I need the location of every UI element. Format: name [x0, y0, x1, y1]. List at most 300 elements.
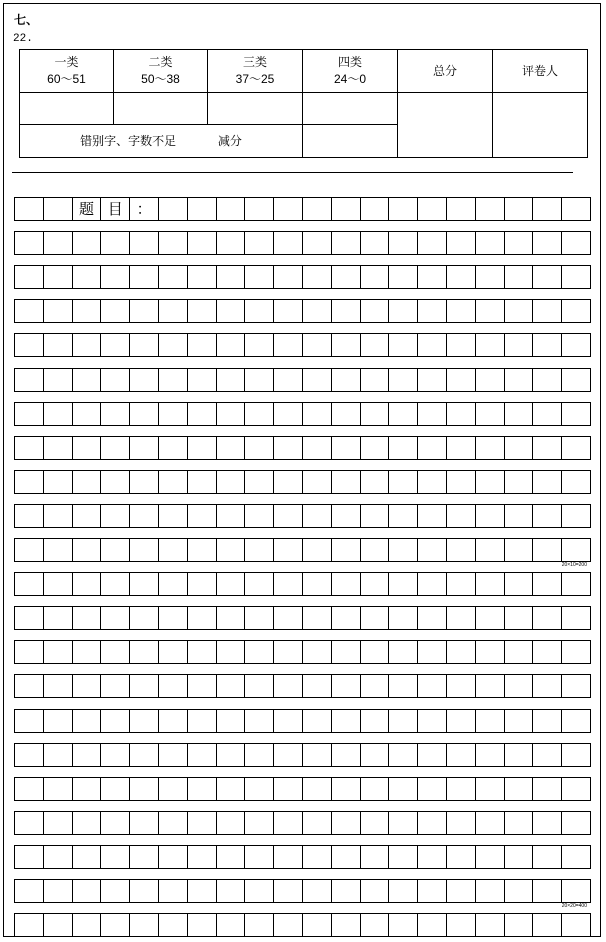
grid-cell[interactable]	[303, 471, 332, 493]
grid-cell[interactable]	[476, 369, 505, 391]
grid-cell[interactable]	[418, 675, 447, 697]
grid-cell[interactable]	[361, 778, 390, 800]
grid-cell[interactable]	[245, 675, 274, 697]
grid-cell[interactable]	[562, 812, 590, 834]
grid-cell[interactable]	[303, 300, 332, 322]
grid-cell[interactable]	[101, 812, 130, 834]
grid-cell[interactable]	[73, 369, 102, 391]
grid-cell[interactable]	[332, 607, 361, 629]
grid-cell[interactable]	[418, 300, 447, 322]
grid-cell[interactable]	[447, 778, 476, 800]
grid-cell[interactable]	[562, 437, 590, 459]
grid-cell[interactable]	[130, 880, 159, 902]
grid-cell[interactable]	[505, 334, 534, 356]
grid-cell[interactable]	[101, 710, 130, 732]
grid-cell[interactable]	[73, 471, 102, 493]
grid-cell[interactable]	[245, 812, 274, 834]
grid-cell[interactable]	[562, 505, 590, 527]
grid-cell[interactable]	[73, 675, 102, 697]
grid-cell[interactable]	[245, 505, 274, 527]
grid-cell[interactable]	[44, 778, 73, 800]
grid-cell[interactable]	[562, 334, 590, 356]
grid-cell[interactable]	[15, 880, 44, 902]
grid-cell[interactable]	[130, 539, 159, 561]
grid-cell[interactable]	[361, 266, 390, 288]
grid-cell[interactable]	[274, 573, 303, 595]
grid-cell[interactable]	[361, 403, 390, 425]
grid-cell[interactable]	[101, 641, 130, 663]
grid-cell[interactable]	[389, 573, 418, 595]
deduction-score-cell[interactable]	[303, 125, 398, 158]
grid-cell[interactable]	[332, 266, 361, 288]
grid-cell[interactable]	[73, 607, 102, 629]
grid-cell[interactable]	[245, 437, 274, 459]
grid-cell[interactable]	[101, 846, 130, 868]
grid-cell[interactable]	[245, 641, 274, 663]
grid-cell[interactable]	[361, 607, 390, 629]
grid-cell[interactable]	[73, 505, 102, 527]
grid-cell[interactable]	[476, 300, 505, 322]
grid-cell[interactable]	[562, 744, 590, 766]
grid-cell[interactable]	[159, 710, 188, 732]
grid-cell[interactable]	[217, 573, 246, 595]
grid-cell[interactable]	[533, 198, 562, 220]
grid-cell[interactable]	[274, 914, 303, 936]
grid-cell[interactable]	[159, 812, 188, 834]
grid-cell[interactable]	[73, 744, 102, 766]
grid-cell[interactable]	[303, 437, 332, 459]
grid-cell[interactable]	[389, 812, 418, 834]
grid-cell[interactable]	[562, 914, 590, 936]
grid-cell[interactable]	[562, 300, 590, 322]
grid-cell[interactable]	[130, 846, 159, 868]
grid-cell[interactable]	[44, 880, 73, 902]
category-3-score-cell[interactable]	[208, 93, 303, 125]
grid-cell[interactable]	[44, 198, 73, 220]
grid-cell[interactable]	[418, 505, 447, 527]
grid-cell[interactable]	[476, 710, 505, 732]
grid-cell[interactable]	[505, 846, 534, 868]
grid-cell[interactable]	[505, 778, 534, 800]
grid-cell[interactable]	[505, 812, 534, 834]
grid-cell[interactable]	[533, 266, 562, 288]
grid-cell[interactable]	[389, 471, 418, 493]
grid-cell[interactable]	[562, 880, 590, 902]
grid-cell[interactable]	[389, 880, 418, 902]
grid-cell[interactable]	[418, 573, 447, 595]
grid-cell[interactable]	[303, 573, 332, 595]
grid-cell[interactable]	[562, 539, 590, 561]
grid-cell[interactable]	[447, 266, 476, 288]
grid-cell[interactable]	[130, 641, 159, 663]
grid-cell[interactable]	[130, 744, 159, 766]
grid-cell[interactable]	[418, 812, 447, 834]
grid-cell[interactable]	[476, 744, 505, 766]
grid-cell[interactable]	[505, 505, 534, 527]
grid-cell[interactable]	[159, 505, 188, 527]
grid-cell[interactable]	[217, 334, 246, 356]
grid-cell[interactable]	[188, 573, 217, 595]
grid-cell[interactable]	[159, 675, 188, 697]
grid-cell[interactable]	[44, 914, 73, 936]
grid-cell[interactable]	[188, 914, 217, 936]
grid-cell[interactable]	[418, 744, 447, 766]
grid-cell[interactable]	[188, 539, 217, 561]
grid-cell[interactable]	[361, 334, 390, 356]
grid-cell[interactable]	[332, 369, 361, 391]
grid-cell[interactable]	[188, 675, 217, 697]
grid-cell[interactable]	[188, 266, 217, 288]
grid-cell[interactable]	[101, 266, 130, 288]
grid-cell[interactable]	[447, 437, 476, 459]
grid-cell[interactable]	[476, 539, 505, 561]
grid-cell[interactable]	[217, 505, 246, 527]
grid-cell[interactable]	[389, 607, 418, 629]
grid-cell[interactable]	[332, 232, 361, 254]
grid-cell[interactable]	[562, 641, 590, 663]
grid-cell[interactable]	[303, 710, 332, 732]
grid-cell[interactable]	[447, 846, 476, 868]
grid-cell[interactable]	[217, 675, 246, 697]
grid-cell[interactable]	[15, 539, 44, 561]
grid-cell[interactable]	[505, 641, 534, 663]
grid-cell[interactable]	[476, 471, 505, 493]
grid-cell[interactable]	[217, 710, 246, 732]
grid-cell[interactable]	[476, 812, 505, 834]
grid-cell[interactable]	[130, 369, 159, 391]
grid-cell[interactable]	[274, 539, 303, 561]
grid-cell[interactable]	[245, 880, 274, 902]
grid-cell[interactable]	[274, 300, 303, 322]
grid-cell[interactable]	[130, 300, 159, 322]
grid-cell[interactable]	[44, 846, 73, 868]
grid-cell[interactable]	[476, 641, 505, 663]
grid-cell[interactable]	[159, 334, 188, 356]
grid-cell[interactable]	[562, 573, 590, 595]
grid-cell[interactable]	[332, 675, 361, 697]
grid-cell[interactable]	[533, 880, 562, 902]
grid-cell[interactable]	[274, 812, 303, 834]
grid-cell[interactable]	[188, 403, 217, 425]
grid-cell[interactable]	[73, 914, 102, 936]
grid-cell[interactable]	[533, 334, 562, 356]
grid-cell[interactable]	[476, 675, 505, 697]
grid-cell[interactable]	[476, 880, 505, 902]
grid-cell[interactable]	[159, 266, 188, 288]
grid-cell[interactable]	[303, 778, 332, 800]
grid-cell[interactable]	[188, 334, 217, 356]
grid-cell[interactable]	[418, 369, 447, 391]
grid-cell[interactable]	[217, 471, 246, 493]
grid-cell[interactable]	[188, 744, 217, 766]
grid-cell[interactable]	[332, 471, 361, 493]
grid-cell[interactable]	[274, 437, 303, 459]
grid-cell[interactable]	[418, 437, 447, 459]
grid-cell[interactable]	[130, 710, 159, 732]
grid-cell[interactable]	[361, 505, 390, 527]
grid-cell[interactable]	[217, 641, 246, 663]
grid-cell[interactable]	[159, 437, 188, 459]
grid-cell[interactable]	[217, 198, 246, 220]
grid-cell[interactable]	[476, 232, 505, 254]
grid-cell[interactable]	[533, 505, 562, 527]
grid-cell[interactable]	[15, 300, 44, 322]
grid-cell[interactable]	[44, 471, 73, 493]
grid-cell[interactable]	[361, 369, 390, 391]
grid-cell[interactable]	[245, 198, 274, 220]
grid-cell[interactable]	[44, 505, 73, 527]
grid-cell[interactable]	[274, 403, 303, 425]
grid-cell[interactable]	[447, 505, 476, 527]
grid-cell[interactable]	[389, 744, 418, 766]
grid-cell[interactable]	[15, 266, 44, 288]
grid-cell[interactable]	[389, 778, 418, 800]
grid-cell[interactable]	[101, 403, 130, 425]
grid-cell[interactable]	[217, 846, 246, 868]
grid-cell[interactable]	[245, 334, 274, 356]
grid-cell[interactable]	[533, 403, 562, 425]
grid-cell[interactable]	[44, 675, 73, 697]
grid-cell[interactable]	[245, 846, 274, 868]
grid-cell[interactable]	[130, 607, 159, 629]
grid-cell[interactable]	[159, 880, 188, 902]
grid-cell[interactable]	[130, 266, 159, 288]
grid-cell[interactable]	[130, 812, 159, 834]
grid-cell[interactable]	[130, 471, 159, 493]
grid-cell[interactable]	[533, 846, 562, 868]
grid-cell[interactable]	[562, 710, 590, 732]
grid-cell[interactable]	[303, 641, 332, 663]
grid-cell[interactable]	[274, 369, 303, 391]
grid-cell[interactable]	[274, 266, 303, 288]
grid-cell[interactable]	[303, 369, 332, 391]
grid-cell[interactable]	[505, 539, 534, 561]
grid-cell[interactable]	[332, 505, 361, 527]
grid-cell[interactable]	[245, 778, 274, 800]
grid-cell[interactable]	[476, 573, 505, 595]
grid-cell[interactable]	[15, 573, 44, 595]
grid-cell[interactable]	[274, 641, 303, 663]
grid-cell[interactable]	[188, 641, 217, 663]
grid-cell[interactable]	[389, 710, 418, 732]
grid-cell[interactable]	[73, 334, 102, 356]
grid-cell[interactable]	[44, 573, 73, 595]
grid-cell[interactable]	[101, 914, 130, 936]
grid-cell[interactable]	[188, 812, 217, 834]
grid-cell[interactable]	[188, 505, 217, 527]
grid-cell[interactable]	[361, 573, 390, 595]
category-2-score-cell[interactable]	[114, 93, 208, 125]
grid-cell[interactable]	[562, 232, 590, 254]
grid-cell[interactable]	[418, 266, 447, 288]
grid-cell[interactable]	[418, 232, 447, 254]
grid-cell[interactable]	[303, 266, 332, 288]
grid-cell[interactable]	[44, 232, 73, 254]
grid-cell[interactable]	[44, 437, 73, 459]
grid-cell[interactable]	[101, 369, 130, 391]
grid-cell[interactable]	[101, 505, 130, 527]
grid-cell[interactable]	[159, 539, 188, 561]
grid-cell[interactable]	[73, 573, 102, 595]
grid-cell[interactable]	[245, 300, 274, 322]
grid-cell[interactable]	[505, 607, 534, 629]
grid-cell[interactable]	[332, 710, 361, 732]
grid-cell[interactable]	[303, 403, 332, 425]
grid-cell[interactable]	[245, 403, 274, 425]
grid-cell[interactable]	[505, 880, 534, 902]
grid-cell[interactable]	[15, 334, 44, 356]
grid-cell[interactable]	[562, 266, 590, 288]
grid-cell[interactable]	[447, 710, 476, 732]
grid-cell[interactable]	[130, 675, 159, 697]
grid-cell[interactable]	[361, 471, 390, 493]
grid-cell[interactable]	[217, 266, 246, 288]
grid-cell[interactable]	[505, 710, 534, 732]
grid-cell[interactable]	[447, 573, 476, 595]
grid-cell[interactable]	[447, 471, 476, 493]
grid-cell[interactable]	[303, 334, 332, 356]
grid-cell[interactable]	[418, 334, 447, 356]
grid-cell[interactable]	[188, 198, 217, 220]
grid-cell[interactable]	[130, 334, 159, 356]
grid-cell[interactable]	[361, 812, 390, 834]
grid-cell[interactable]	[245, 914, 274, 936]
grid-cell[interactable]	[15, 744, 44, 766]
grid-cell[interactable]	[101, 675, 130, 697]
grid-cell[interactable]	[245, 232, 274, 254]
grid-cell[interactable]	[447, 880, 476, 902]
grid-cell[interactable]	[188, 300, 217, 322]
grid-cell[interactable]	[476, 334, 505, 356]
grid-cell[interactable]	[303, 232, 332, 254]
grid-cell[interactable]	[188, 778, 217, 800]
grid-cell[interactable]	[73, 403, 102, 425]
grid-cell[interactable]	[389, 675, 418, 697]
grid-cell[interactable]	[44, 300, 73, 322]
grid-cell[interactable]	[303, 914, 332, 936]
grid-cell[interactable]	[44, 607, 73, 629]
grid-cell[interactable]	[15, 778, 44, 800]
grid-cell[interactable]	[101, 334, 130, 356]
grid-cell[interactable]	[332, 403, 361, 425]
grid-cell[interactable]	[73, 846, 102, 868]
grid-cell[interactable]	[245, 744, 274, 766]
grid-cell[interactable]	[447, 914, 476, 936]
grid-cell[interactable]	[389, 266, 418, 288]
grid-cell[interactable]	[217, 880, 246, 902]
grid-cell[interactable]	[245, 573, 274, 595]
grid-cell[interactable]	[361, 710, 390, 732]
grid-cell[interactable]	[274, 880, 303, 902]
grid-cell[interactable]	[130, 403, 159, 425]
grid-cell[interactable]	[217, 607, 246, 629]
grid-cell[interactable]	[217, 812, 246, 834]
grid-cell[interactable]	[44, 334, 73, 356]
grid-cell[interactable]	[303, 675, 332, 697]
grid-cell[interactable]	[332, 539, 361, 561]
grid-cell[interactable]	[73, 539, 102, 561]
grid-cell[interactable]	[332, 334, 361, 356]
grid-cell[interactable]	[188, 607, 217, 629]
grid-cell[interactable]	[418, 846, 447, 868]
grid-cell[interactable]	[159, 573, 188, 595]
grid-cell[interactable]	[447, 403, 476, 425]
grid-cell[interactable]	[188, 880, 217, 902]
grid-cell[interactable]	[361, 744, 390, 766]
grid-cell[interactable]	[389, 232, 418, 254]
grid-cell[interactable]	[476, 607, 505, 629]
grid-cell[interactable]	[533, 369, 562, 391]
grid-cell[interactable]	[217, 300, 246, 322]
grid-cell[interactable]	[533, 232, 562, 254]
grid-cell[interactable]	[101, 300, 130, 322]
grid-cell[interactable]	[159, 744, 188, 766]
grid-cell[interactable]	[130, 437, 159, 459]
grid-cell[interactable]	[159, 641, 188, 663]
grid-cell[interactable]	[188, 437, 217, 459]
grid-cell[interactable]	[505, 744, 534, 766]
grid-cell[interactable]	[418, 778, 447, 800]
grid-cell[interactable]	[217, 232, 246, 254]
grid-cell[interactable]	[15, 403, 44, 425]
grid-cell[interactable]	[101, 880, 130, 902]
grid-cell[interactable]	[476, 198, 505, 220]
grid-cell[interactable]	[562, 471, 590, 493]
grid-cell[interactable]	[245, 607, 274, 629]
grid-cell[interactable]	[188, 710, 217, 732]
grid-cell[interactable]	[418, 880, 447, 902]
grid-cell[interactable]	[44, 710, 73, 732]
grid-cell[interactable]	[15, 369, 44, 391]
grid-cell[interactable]	[274, 607, 303, 629]
grid-cell[interactable]	[159, 914, 188, 936]
grid-cell[interactable]	[217, 744, 246, 766]
grid-cell[interactable]	[418, 198, 447, 220]
grid-cell[interactable]	[188, 471, 217, 493]
grid-cell[interactable]	[44, 403, 73, 425]
grid-cell[interactable]	[361, 198, 390, 220]
grader-cell[interactable]	[493, 93, 588, 158]
grid-cell[interactable]	[188, 369, 217, 391]
grid-cell[interactable]	[15, 198, 44, 220]
grid-cell[interactable]	[332, 846, 361, 868]
grid-cell[interactable]	[274, 471, 303, 493]
grid-cell[interactable]	[44, 744, 73, 766]
grid-cell[interactable]	[73, 232, 102, 254]
grid-cell[interactable]	[505, 573, 534, 595]
grid-cell[interactable]	[73, 880, 102, 902]
grid-cell[interactable]	[44, 369, 73, 391]
grid-cell[interactable]	[447, 232, 476, 254]
grid-cell[interactable]	[130, 573, 159, 595]
grid-cell[interactable]	[303, 880, 332, 902]
grid-cell[interactable]	[44, 539, 73, 561]
grid-cell[interactable]	[476, 778, 505, 800]
category-4-score-cell[interactable]	[303, 93, 398, 125]
grid-cell[interactable]	[15, 641, 44, 663]
grid-cell[interactable]	[447, 607, 476, 629]
grid-cell[interactable]	[533, 778, 562, 800]
grid-cell[interactable]	[303, 607, 332, 629]
grid-cell[interactable]	[274, 846, 303, 868]
grid-cell[interactable]	[44, 266, 73, 288]
grid-cell[interactable]	[361, 880, 390, 902]
grid-cell[interactable]	[274, 198, 303, 220]
grid-cell[interactable]	[533, 641, 562, 663]
grid-cell[interactable]	[217, 539, 246, 561]
grid-cell[interactable]	[73, 266, 102, 288]
grid-cell[interactable]	[303, 744, 332, 766]
